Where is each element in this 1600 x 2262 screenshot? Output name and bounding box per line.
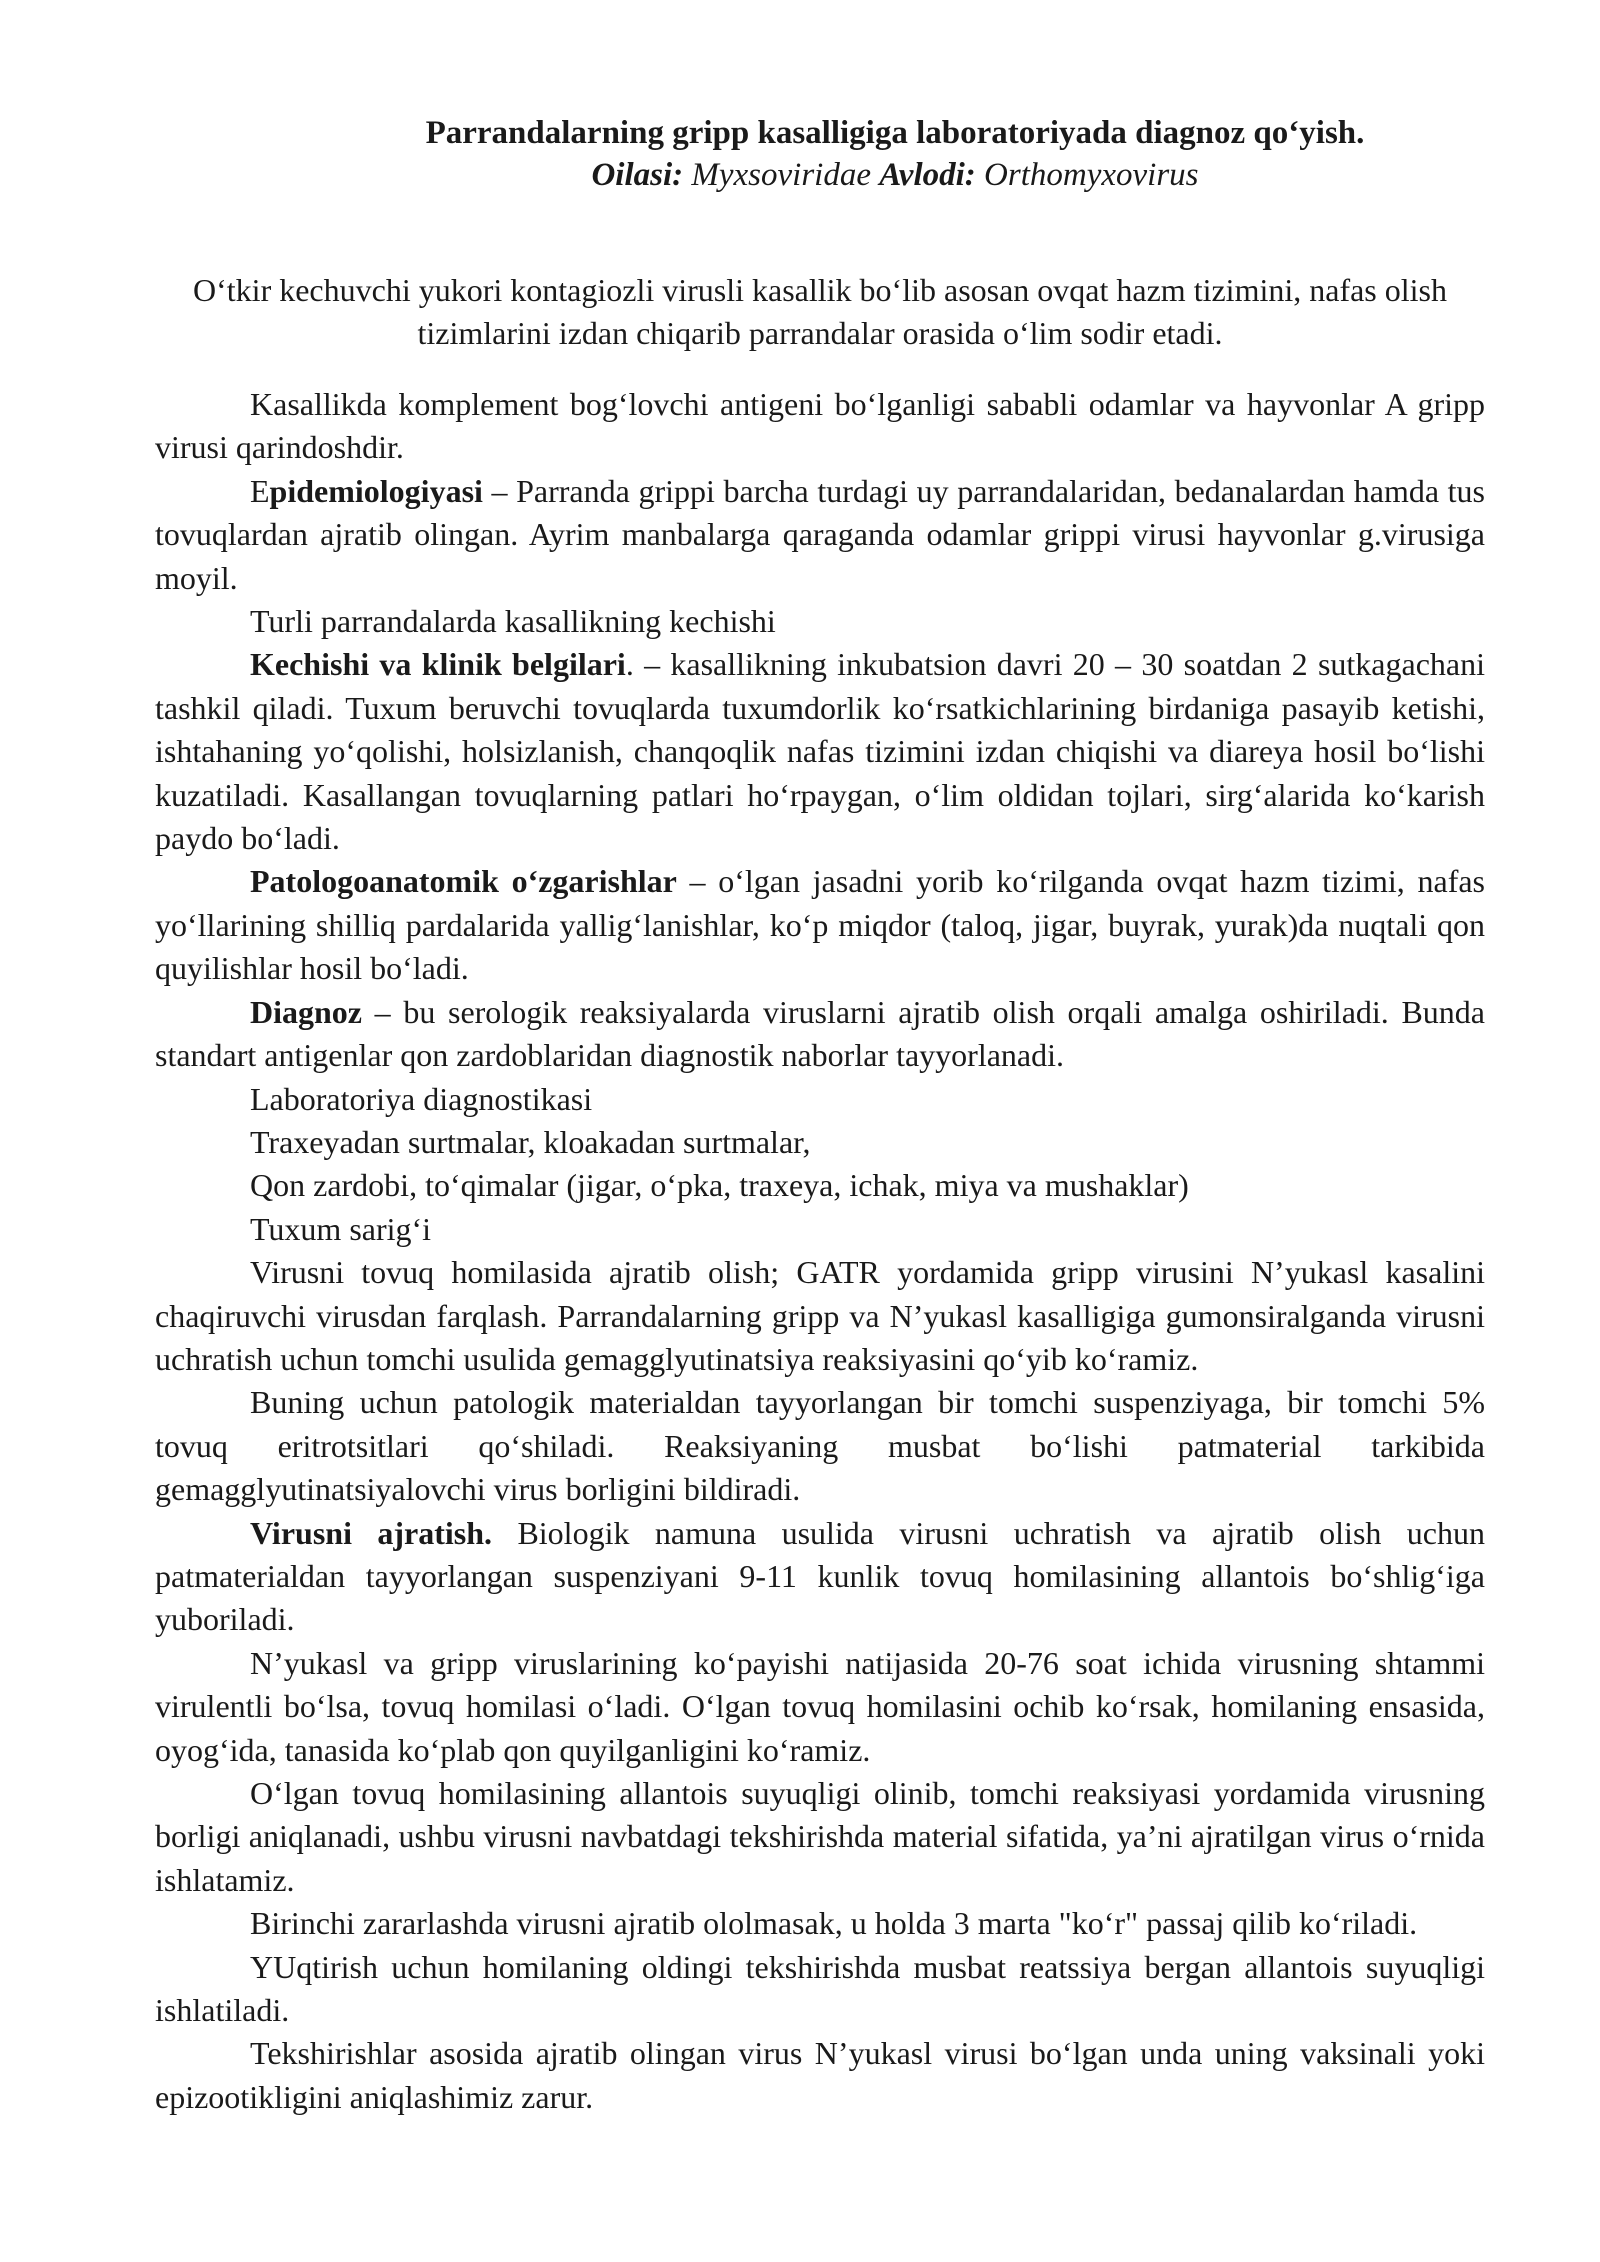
title-block — [155, 112, 1485, 196]
paragraph-drop-test: Buning uchun patologik materialdan tayyorlangan bir tomchi suspenziyaga, bir tomchi 5% tovuq eritrotsitlari qo‘shiladi. Reaksiyaning musbat bo‘lishi patmaterial tarkibida gemagglyutinatsiyalovchi virus borligini bildiradi. — [155, 1384, 1485, 1508]
epidemiology-heading: pidemiologiyasi — [269, 472, 483, 509]
family-value: Myxsoviridae — [683, 157, 880, 193]
paragraph-complement: Kasallikda komplement bog‘lovchi antigeni bo‘lganligi sababli odamlar va hayvonlar A gripp virusi qarindoshdir. — [155, 386, 1485, 466]
paragraph-swabs: Traxeyadan surtmalar, kloakadan surtmalar, — [250, 1123, 811, 1160]
epidemiology-text: – Parranda grippi barcha turdagi uy parrandalaridan, bedanalardan hamda tus tovuqlardan ajratib olingan. Ayrim manbalarga qaraganda odamlar grippi virusi hayvonlar g.virusiga moyil. — [155, 472, 1485, 596]
paragraph-epidemiology — [155, 470, 1485, 600]
diagnosis-text: – bu serologik reaksiyalarda viruslarni ajratib olish orqali amalga oshiriladi. Bunda standart antigenlar qon zardoblaridan diagnostik naborlar tayyorlanadi. — [155, 993, 1485, 1074]
document-page — [155, 112, 1485, 2119]
pathology-heading: Patologoanatomik o‘zgarishlar — [250, 863, 677, 900]
paragraph-lab-diagnostics: Laboratoriya diagnostikasi — [250, 1080, 593, 1117]
paragraph-diagnosis — [155, 991, 1485, 1078]
pathology-text: – o‘lgan jasadni yorib ko‘rilganda ovqat hazm tizimi, nafas yo‘llarining shilliq pardalarida yallig‘lanishlar, ko‘p miqdor (taloq, jigar, buyrak, yurak)da nuqtali qon quyilishlar hosil bo‘ladi. — [155, 863, 1486, 987]
clinical-signs-heading: Kechishi va klinik belgilari — [250, 646, 626, 683]
paragraph-clinical-signs — [155, 643, 1485, 860]
paragraph-pathology — [155, 860, 1485, 990]
virus-isolation-heading: Virusni ajratish. — [250, 1514, 493, 1551]
paragraph-course-intro: Turli parrandalarda kasallikning kechishi — [250, 603, 776, 640]
paragraph-egg-yolk: Tuxum sarig‘i — [250, 1210, 432, 1247]
paragraph-virus-isolation — [155, 1512, 1485, 1642]
intro-paragraph: O‘tkir kechuvchi yukori kontagiozli virusli kasallik bo‘lib asosan ovqat hazm tizimini, nafas olish tizimlarini izdan chiqarib parrandalar orasida o‘lim sodir etadi. — [193, 272, 1447, 351]
paragraph-serum-tissues: Qon zardobi, to‘qimalar (jigar, o‘pka, traxeya, ichak, miya va mushaklar) — [250, 1167, 1189, 1204]
paragraph-allantoic-fluid: O‘lgan tovuq homilasining allantois suyuqligi olinib, tomchi reaksiyasi yordamida virusning borligi aniqlanadi, ushbu virusni navbatdagi tekshirishda material sifatida, ya’ni ajratilgan virus o‘rnida ishlatamiz. — [155, 1775, 1485, 1898]
epidemiology-lead-letter: E — [250, 472, 270, 509]
paragraph-conclusion: Tekshirishlar asosida ajratib olingan virus N’yukasl virusi bo‘lgan unda uning vaksinali yoki epizootikligini aniqlashimiz zarur. — [155, 2035, 1485, 2115]
diagnosis-heading: Diagnoz — [250, 993, 362, 1030]
paragraph-embryo-isolation: Virusni tovuq homilasida ajratib olish; GATR yordamida gripp virusini N’yukasl kasalini chaqiruvchi virusdan farqlash. Parrandalarning gripp va N’yukasl kasalligiga gumonsiralganda virusni uchratish uchun tomchi usulida gemagglyutinatsiya reaksiyasini qo‘yib ko‘ramiz. — [155, 1254, 1485, 1377]
family-label: Oilasi: — [591, 157, 684, 193]
body-text — [155, 383, 1485, 2119]
virus-isolation-text: Biologik namuna usulida virusni uchratish va ajratib olish uchun patmaterialdan tayyorlangan suspenziyani 9-11 kunlik tovuq homilasining allantois bo‘shlig‘iga yuboriladi. — [155, 1514, 1486, 1638]
document-title: Parrandalarning gripp kasalligiga laboratoriyada diagnoz qo‘yish. — [425, 115, 1365, 151]
genus-value: Orthomyxovirus — [975, 157, 1199, 193]
paragraph-blind-passage: Birinchi zararlashda virusni ajratib ololmasak, u holda 3 marta "ko‘r" passaj qilib ko‘riladi. — [250, 1905, 1418, 1942]
genus-label: Avlodi: — [879, 157, 976, 193]
taxonomy-line — [305, 154, 1485, 196]
paragraph-replication: N’yukasl va gripp viruslarining ko‘payishi natijasida 20-76 soat ichida virusning shtammi virulentli bo‘lsa, tovuq homilasi o‘ladi. O‘lgan tovuq homilasini ochib ko‘rsak, homilaning ensasida, oyog‘ida, tanasida ko‘plab qon quyilganligini ko‘ramiz. — [155, 1644, 1485, 1768]
clinical-signs-text: . – kasallikning inkubatsion davri 20 – 30 soatdan 2 sutkagachani tashkil qiladi. Tuxum beruvchi tovuqlarda tuxumdorlik ko‘rsatkichlarining birdaniga pasayib ketishi, ishtahaning yo‘qolishi, holsizlanish, chanqoqlik nafas tizimini izdan chiqishi va diareya hosil bo‘lishi kuzatiladi. Kasallangan tovuqlarning patlari ho‘rpaygan, o‘lim oldidan tojlari, sirg‘alarida ko‘karish paydo bo‘ladi. — [155, 646, 1486, 857]
paragraph-infection: YUqtirish uchun homilaning oldingi tekshirishda musbat reatssiya bergan allantois suyuqligi ishlatiladi. — [155, 1948, 1485, 2029]
